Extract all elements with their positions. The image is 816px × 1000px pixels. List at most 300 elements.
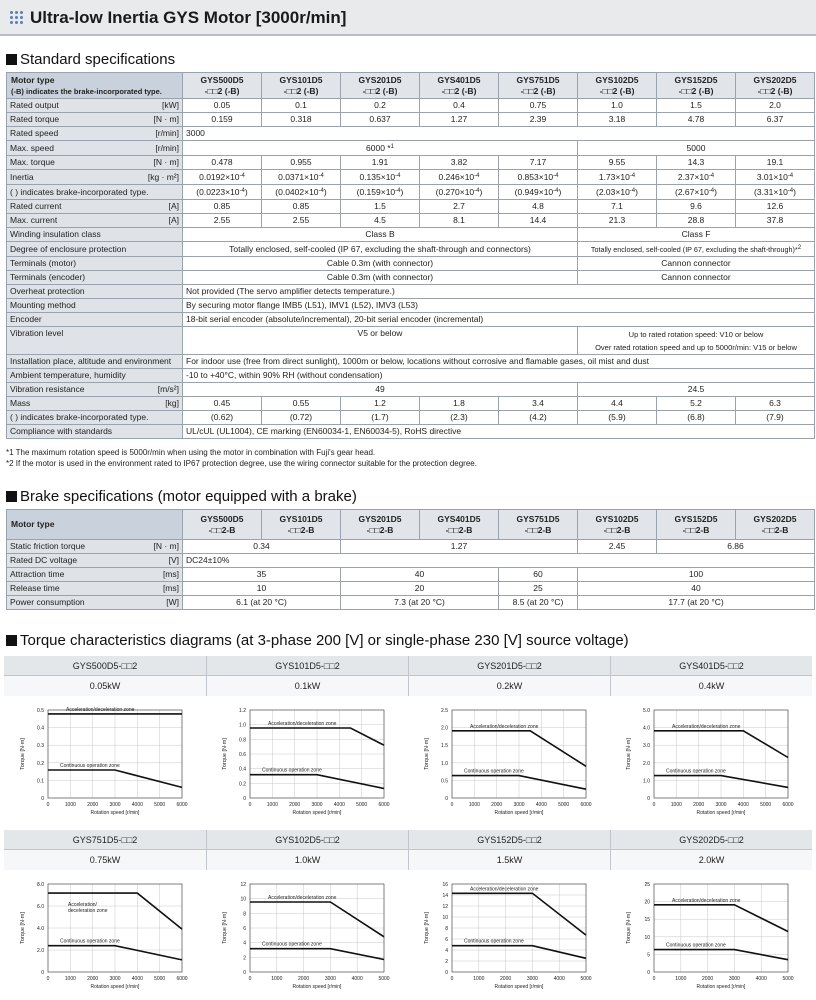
value-cell: 0.75 — [499, 99, 578, 113]
value-cell: 2.39 — [499, 113, 578, 127]
x-tick-label: 6000 — [782, 802, 794, 808]
value-cell: Cannon connector — [578, 257, 815, 271]
standard-spec-table — [6, 72, 815, 439]
x-tick-label: 3000 — [109, 802, 121, 808]
value-cell: 7.1 — [578, 200, 657, 214]
chart-power: 0.1kW — [207, 676, 408, 696]
x-tick-label: 1000 — [271, 976, 283, 982]
continuous-zone-label: Continuous operation zone — [666, 942, 726, 949]
square-bullet-icon — [6, 635, 17, 646]
row-label: Max. torque [N · m] — [7, 156, 183, 170]
continuous-curve — [654, 950, 788, 960]
row-max_torque — [7, 156, 815, 170]
value-cell: $0.0192\times 10^{-4}$ — [183, 170, 262, 185]
value-cell: 20 — [341, 582, 499, 596]
x-tick-label: 4000 — [737, 802, 749, 808]
model-header: GYS102D5 -□□2-B — [578, 510, 657, 540]
row-mass-brake — [7, 411, 815, 425]
value-cell: 35 — [183, 568, 341, 582]
y-tick-label: 1.0 — [239, 722, 246, 729]
value-cell: 1.27 — [341, 540, 578, 554]
x-tick-label: 4000 — [131, 976, 143, 982]
x-tick-label: 1000 — [670, 802, 682, 808]
torque-chart — [214, 876, 404, 994]
row-label: Attraction time [ms] — [7, 568, 183, 582]
y-tick-label: 2.0 — [37, 948, 44, 954]
model-header: GYS201D5 -□□2-B — [341, 510, 420, 540]
x-tick-label: 0 — [46, 976, 50, 982]
value-cell: Up to rated rotation speed: V10 or below Over rated rotation speed and up to 5000r/min: V15 or below — [578, 327, 815, 355]
y-tick-label: 6 — [243, 926, 246, 932]
value-cell: 0.05 — [183, 99, 262, 113]
row-label: Compliance with standards — [7, 425, 183, 439]
value-cell: 0.318 — [262, 113, 341, 127]
value-cell: Totally enclosed, self-cooled (IP 67, excluding the shaft-through)*$^2$ — [578, 242, 815, 257]
y-tick-label: 5.0 — [643, 708, 650, 714]
x-tick-label: 1000 — [64, 802, 76, 808]
row-inertia — [7, 170, 815, 185]
y-tick-label: 0 — [445, 796, 448, 802]
value-cell: 6.86 — [657, 540, 815, 554]
y-tick-label: 2 — [243, 955, 246, 962]
table-header-row — [7, 510, 815, 540]
y-tick-label: 0.1 — [37, 778, 44, 785]
value-cell: Cable 0.3m (with connector) — [183, 257, 578, 271]
row-label: Rated torque [N · m] — [7, 113, 183, 127]
x-tick-label: 3000 — [526, 976, 538, 982]
x-tick-label: 0 — [248, 802, 252, 808]
value-cell: 40 — [578, 582, 815, 596]
value-cell: (5.9) — [578, 411, 657, 425]
y-tick-label: 0.2 — [37, 760, 44, 767]
chart-header — [610, 656, 812, 696]
x-tick-label: 0 — [450, 802, 454, 808]
value-cell: 0.1 — [262, 99, 341, 113]
torque-chart — [12, 702, 202, 820]
y-tick-label: 0.4 — [239, 766, 246, 773]
x-tick-label: 4000 — [333, 802, 345, 808]
y-tick-label: 0.8 — [239, 737, 246, 744]
value-cell: 6000 *$^1$ — [183, 141, 578, 156]
value-cell: Totally enclosed, self-cooled (IP 67, excluding the shaft-through and connectors) — [183, 242, 578, 257]
value-cell: $3.01\times 10^{-4}$ — [736, 170, 815, 185]
value-cell: 14.3 — [657, 156, 736, 170]
y-axis-label: Torque [N·m] — [626, 912, 632, 944]
value-cell: $(0.0402\times 10^{-4})$ — [262, 185, 341, 200]
chart-header — [4, 830, 206, 870]
x-tick-label: 5000 — [558, 802, 570, 808]
row-ambient — [7, 369, 815, 383]
square-bullet-icon — [6, 491, 17, 502]
y-tick-label: 3.0 — [643, 743, 650, 750]
x-tick-label: 2000 — [298, 976, 310, 982]
value-cell: 2.7 — [420, 200, 499, 214]
row-rated_current — [7, 200, 815, 214]
row-label: ( ) indicates brake-incorporated type. — [7, 185, 183, 200]
value-cell: 3.4 — [499, 397, 578, 411]
y-tick-label: 0.4 — [37, 725, 44, 732]
y-tick-label: 0.6 — [239, 752, 246, 758]
y-tick-label: 1.2 — [239, 708, 246, 714]
value-cell: $0.0371\times 10^{-4}$ — [262, 170, 341, 185]
value-cell: 1.2 — [341, 397, 420, 411]
y-tick-label: 0.5 — [441, 778, 448, 785]
model-header: GYS500D5 -□□2-B — [183, 510, 262, 540]
y-tick-label: 25 — [644, 882, 650, 888]
value-cell: $(2.67\times 10^{-4})$ — [657, 185, 736, 200]
row-label: Mounting method — [7, 299, 183, 313]
x-tick-label: 1000 — [675, 976, 687, 982]
row-label: Power consumption [W] — [7, 596, 183, 610]
value-cell: (7.9) — [736, 411, 815, 425]
x-tick-label: 1000 — [473, 976, 485, 982]
chart-power: 1.0kW — [207, 850, 408, 870]
x-tick-label: 6000 — [580, 802, 592, 808]
continuous-curve — [250, 949, 384, 960]
chart-model: GYS751D5-□□2 — [4, 830, 206, 850]
value-cell: Not provided (The servo amplifier detects temperature.) — [183, 285, 815, 299]
x-axis-label: Rotation speed [r/min] — [494, 810, 544, 816]
row-max-speed — [7, 141, 815, 156]
row-terminals-encoder — [7, 271, 815, 285]
x-tick-label: 0 — [248, 976, 252, 982]
chart-header — [408, 830, 610, 870]
x-tick-label: 2000 — [87, 802, 99, 808]
value-cell: 3.82 — [420, 156, 499, 170]
brake-spec-table — [6, 509, 815, 610]
x-axis-label: Rotation speed [r/min] — [494, 984, 544, 990]
y-tick-label: 4 — [445, 948, 448, 954]
y-tick-label: 8 — [243, 911, 246, 918]
value-cell: (0.72) — [262, 411, 341, 425]
chart-power: 2.0kW — [611, 850, 812, 870]
chart-header — [4, 656, 206, 696]
x-tick-label: 0 — [450, 976, 454, 982]
value-cell: 17.7 (at 20 °C) — [578, 596, 815, 610]
motor-type-header: Motor type (-B) indicates the brake-incorporated type. — [7, 73, 183, 99]
y-tick-label: 1.0 — [643, 778, 650, 785]
row-label: Mass [kg] — [7, 397, 183, 411]
x-tick-label: 2000 — [702, 976, 714, 982]
chart-header — [408, 656, 610, 696]
value-cell: 4.8 — [499, 200, 578, 214]
value-cell: By securing motor flange IMB5 (L51), IMV1 (L52), IMV3 (L53) — [183, 299, 815, 313]
row-mass — [7, 397, 815, 411]
value-cell: 1.27 — [420, 113, 499, 127]
chart-power: 0.75kW — [4, 850, 206, 870]
motor-type-header: Motor type — [7, 510, 183, 540]
y-axis-label: Torque [N·m] — [222, 738, 228, 770]
row-winding — [7, 228, 815, 242]
value-cell: 2.55 — [183, 214, 262, 228]
x-tick-label: 0 — [652, 976, 656, 982]
value-cell: 12.6 — [736, 200, 815, 214]
value-cell: $(0.159\times 10^{-4})$ — [341, 185, 420, 200]
model-header: GYS101D5 -□□2-B — [262, 510, 341, 540]
x-tick-label: 1000 — [64, 976, 76, 982]
accel-zone-label: Acceleration/deceleration zone — [66, 706, 135, 713]
accel-decel-curve — [452, 893, 586, 935]
chart-model: GYS401D5-□□2 — [611, 656, 812, 676]
value-cell: 3000 — [183, 127, 815, 141]
x-tick-label: 2000 — [693, 802, 705, 808]
value-cell: Class B — [183, 228, 578, 242]
model-header: GYS751D5 -□□2-B — [499, 510, 578, 540]
row-label: Terminals (motor) — [7, 257, 183, 271]
row-label: Release time [ms] — [7, 582, 183, 596]
page-title: Ultra-low Inertia GYS Motor [3000r/min] — [30, 8, 347, 27]
y-axis-label: Torque [N·m] — [222, 912, 228, 944]
value-cell: -10 to +40°C, within 90% RH (without condensation) — [183, 369, 815, 383]
y-tick-label: 2.0 — [441, 725, 448, 732]
x-tick-label: 4000 — [553, 976, 565, 982]
row-vibration-resistance — [7, 383, 815, 397]
value-cell: $(2.03\times 10^{-4})$ — [578, 185, 657, 200]
value-cell: 0.4 — [420, 99, 499, 113]
value-cell: 6.1 (at 20 °C) — [183, 596, 341, 610]
row-encoder — [7, 313, 815, 327]
y-tick-label: 0 — [41, 970, 44, 976]
y-tick-label: 6 — [445, 937, 448, 943]
chart-header — [206, 830, 408, 870]
x-tick-label: 5000 — [356, 802, 368, 808]
x-tick-label: 4000 — [755, 976, 767, 982]
y-tick-label: 10 — [442, 915, 448, 921]
row-installation — [7, 355, 815, 369]
row-rated-speed — [7, 127, 815, 141]
row-max_current — [7, 214, 815, 228]
model-header: GYS202D5 -□□2 (-B) — [736, 73, 815, 99]
value-cell: 40 — [341, 568, 499, 582]
value-cell: $1.73\times 10^{-4}$ — [578, 170, 657, 185]
y-tick-label: 2.5 — [441, 708, 448, 714]
x-tick-label: 6000 — [378, 802, 390, 808]
row-label: Installation place, altitude and environment — [7, 355, 183, 369]
section-title-torque: Torque characteristics diagrams (at 3-phase 200 [V] or single-phase 230 [V] source voltage) — [6, 632, 629, 649]
value-cell: 14.4 — [499, 214, 578, 228]
y-tick-label: 4.0 — [37, 926, 44, 932]
x-tick-label: 0 — [46, 802, 50, 808]
x-tick-label: 5000 — [782, 976, 794, 982]
x-tick-label: 6000 — [176, 802, 188, 808]
accel-decel-curve — [250, 902, 384, 937]
accel-zone-label: Acceleration/deceleration zone — [672, 897, 741, 904]
y-tick-label: 2.0 — [643, 760, 650, 767]
value-cell: $2.37\times 10^{-4}$ — [657, 170, 736, 185]
value-cell: 0.478 — [183, 156, 262, 170]
x-tick-label: 4000 — [131, 802, 143, 808]
torque-chart — [214, 702, 404, 820]
y-tick-label: 10 — [240, 896, 246, 903]
value-cell: (6.8) — [657, 411, 736, 425]
value-cell: 24.5 — [578, 383, 815, 397]
value-cell: 9.55 — [578, 156, 657, 170]
x-axis-label: Rotation speed [r/min] — [696, 984, 746, 990]
chart-power: 1.5kW — [409, 850, 610, 870]
row-label: Terminals (encoder) — [7, 271, 183, 285]
model-header: GYS401D5 -□□2-B — [420, 510, 499, 540]
value-cell: 6.37 — [736, 113, 815, 127]
value-cell: UL/cUL (UL1004), CE marking (EN60034-1, EN60034-5), RoHS directive — [183, 425, 815, 439]
value-cell: 1.8 — [420, 397, 499, 411]
value-cell: $(0.270\times 10^{-4})$ — [420, 185, 499, 200]
x-tick-label: 4000 — [535, 802, 547, 808]
section-title-standard: Standard specifications — [6, 51, 175, 68]
value-cell: 8.5 (at 20 °C) — [499, 596, 578, 610]
torque-chart — [416, 876, 606, 994]
x-axis-label: Rotation speed [r/min] — [292, 810, 342, 816]
value-cell: $0.853\times 10^{-4}$ — [499, 170, 578, 185]
y-tick-label: 8 — [445, 926, 448, 932]
value-cell: 4.4 — [578, 397, 657, 411]
row-label: Max. current [A] — [7, 214, 183, 228]
y-axis-label: Torque [N·m] — [424, 912, 430, 944]
row-label: Encoder — [7, 313, 183, 327]
row-label: Rated speed [r/min] — [7, 127, 183, 141]
accel-zone-label: Acceleration/deceleration zone — [268, 720, 337, 727]
value-cell: 7.3 (at 20 °C) — [341, 596, 499, 610]
y-tick-label: 15 — [644, 917, 650, 924]
accel-zone-label: Acceleration/deceleration zone — [470, 723, 539, 730]
torque-chart — [416, 702, 606, 820]
accel-zone-label: deceleration zone — [68, 908, 108, 915]
value-cell: 19.1 — [736, 156, 815, 170]
x-tick-label: 6000 — [176, 976, 188, 982]
value-cell: 0.85 — [183, 200, 262, 214]
row-label: Rated output [kW] — [7, 99, 183, 113]
torque-chart — [12, 876, 202, 994]
value-cell: V5 or below — [183, 327, 578, 355]
x-tick-label: 2000 — [289, 802, 301, 808]
row-terminals-motor — [7, 257, 815, 271]
y-tick-label: 0 — [243, 970, 246, 976]
row-mounting — [7, 299, 815, 313]
model-header: GYS152D5 -□□2 (-B) — [657, 73, 736, 99]
value-cell: 5.2 — [657, 397, 736, 411]
accel-zone-label: Acceleration/deceleration zone — [672, 723, 741, 730]
x-axis-label: Rotation speed [r/min] — [90, 810, 140, 816]
y-tick-label: 5 — [647, 952, 650, 959]
continuous-zone-label: Continuous operation zone — [60, 763, 120, 770]
x-axis-label: Rotation speed [r/min] — [292, 984, 342, 990]
chart-header — [610, 830, 812, 870]
y-tick-label: 8.0 — [37, 882, 44, 888]
x-tick-label: 3000 — [513, 802, 525, 808]
x-tick-label: 1000 — [266, 802, 278, 808]
value-cell: 1.5 — [657, 99, 736, 113]
row-inertia-brake — [7, 185, 815, 200]
x-tick-label: 3000 — [324, 976, 336, 982]
y-tick-label: 0 — [647, 796, 650, 802]
model-header: GYS102D5 -□□2 (-B) — [578, 73, 657, 99]
value-cell: $0.135\times 10^{-4}$ — [341, 170, 420, 185]
value-cell: 2.0 — [736, 99, 815, 113]
row-enclosure — [7, 242, 815, 257]
x-tick-label: 3000 — [311, 802, 323, 808]
x-tick-label: 0 — [652, 802, 656, 808]
chart-header — [206, 656, 408, 696]
x-tick-label: 4000 — [351, 976, 363, 982]
x-tick-label: 1000 — [468, 802, 480, 808]
chart-power: 0.2kW — [409, 676, 610, 696]
value-cell: 0.955 — [262, 156, 341, 170]
value-cell: Cannon connector — [578, 271, 815, 285]
y-axis-label: Torque [N·m] — [20, 912, 26, 944]
chart-model: GYS101D5-□□2 — [207, 656, 408, 676]
row-label: Rated DC voltage [V] — [7, 554, 183, 568]
chart-model: GYS152D5-□□2 — [409, 830, 610, 850]
accel-zone-label: Acceleration/deceleration zone — [470, 886, 539, 893]
value-cell: 7.17 — [499, 156, 578, 170]
row-label: Max. speed [r/min] — [7, 141, 183, 156]
value-cell: 0.45 — [183, 397, 262, 411]
value-cell: 49 — [183, 383, 578, 397]
value-cell: 25 — [499, 582, 578, 596]
y-tick-label: 20 — [644, 899, 650, 906]
value-cell: 5000 — [578, 141, 815, 156]
value-cell: 100 — [578, 568, 815, 582]
row-rated_torque — [7, 113, 815, 127]
value-cell: $0.246\times 10^{-4}$ — [420, 170, 499, 185]
value-cell: 2.45 — [578, 540, 657, 554]
row-rated_output — [7, 99, 815, 113]
value-cell: $(0.0223\times 10^{-4})$ — [183, 185, 262, 200]
value-cell: 0.55 — [262, 397, 341, 411]
value-cell: 1.5 — [341, 200, 420, 214]
x-tick-label: 5000 — [378, 976, 390, 982]
x-tick-label: 2000 — [491, 802, 503, 808]
row-label: Vibration level — [7, 327, 183, 355]
chart-model: GYS201D5-□□2 — [409, 656, 610, 676]
x-tick-label: 5000 — [760, 802, 772, 808]
row-label: Static friction torque [N · m] — [7, 540, 183, 554]
row-vibration — [7, 327, 815, 355]
y-tick-label: 0 — [445, 970, 448, 976]
y-tick-label: 12 — [442, 904, 448, 910]
value-cell: 0.85 — [262, 200, 341, 214]
value-cell: 60 — [499, 568, 578, 582]
row-label: Vibration resistance [m/s²] — [7, 383, 183, 397]
value-cell: DC24±10% — [183, 554, 815, 568]
y-tick-label: 0.3 — [37, 743, 44, 750]
section-title-brake: Brake specifications (motor equipped with a brake) — [6, 488, 357, 505]
y-tick-label: 10 — [644, 934, 650, 941]
value-cell: (0.62) — [183, 411, 262, 425]
y-tick-label: 12 — [240, 882, 246, 888]
model-header: GYS401D5 -□□2 (-B) — [420, 73, 499, 99]
value-cell: Cable 0.3m (with connector) — [183, 271, 578, 285]
y-tick-label: 1.5 — [441, 743, 448, 750]
x-tick-label: 3000 — [728, 976, 740, 982]
value-cell: Class F — [578, 228, 815, 242]
torque-chart — [618, 876, 808, 994]
value-cell: 0.159 — [183, 113, 262, 127]
value-cell: $(0.949\times 10^{-4})$ — [499, 185, 578, 200]
accel-zone-label: Acceleration/ — [68, 902, 97, 909]
row-label: Winding insulation class — [7, 228, 183, 242]
value-cell: For indoor use (free from direct sunlight), 1000m or below, locations without corrosive and flamable gases, oil mist and dust — [183, 355, 815, 369]
value-cell: 4.78 — [657, 113, 736, 127]
y-tick-label: 4.0 — [643, 725, 650, 732]
model-header: GYS152D5 -□□2-B — [657, 510, 736, 540]
dots-icon — [10, 11, 24, 25]
y-tick-label: 0.2 — [239, 781, 246, 788]
row-static-torque — [7, 540, 815, 554]
chart-power: 0.4kW — [611, 676, 812, 696]
row-label: Inertia [kg · m²] — [7, 170, 183, 185]
row-label: Ambient temperature, humidity — [7, 369, 183, 383]
x-tick-label: 5000 — [154, 976, 166, 982]
